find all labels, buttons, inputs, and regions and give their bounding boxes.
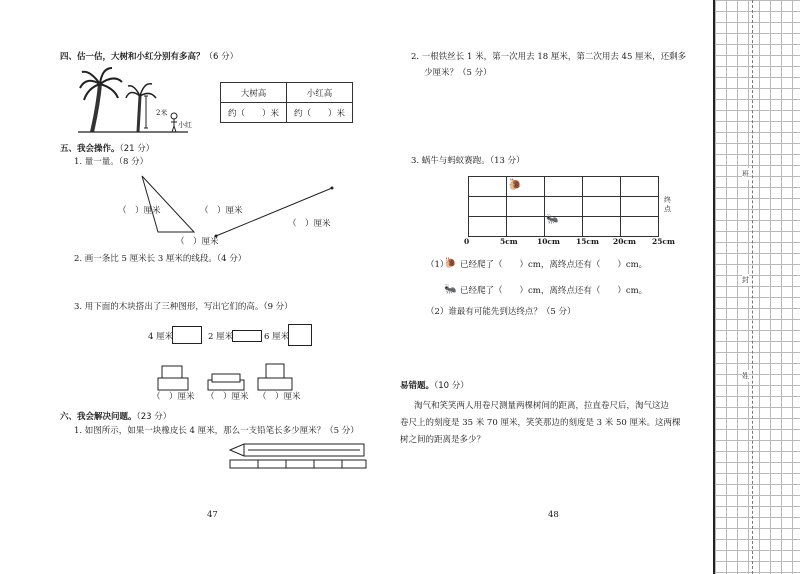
snail-icon: 🐌 bbox=[508, 178, 522, 191]
margin-label-name: 姓 bbox=[742, 372, 749, 380]
finish-label: 终 点 bbox=[664, 196, 671, 213]
header-xiaohong: 小红高 bbox=[287, 83, 353, 103]
q3-blocks: 3. 用下面的木块搭出了三种图形，写出它们的高。（9 分） bbox=[74, 302, 293, 312]
block-label-4cm: 4 厘米 bbox=[148, 332, 174, 342]
binding-grid-margin bbox=[713, 0, 800, 574]
q2-wire-line2: 少厘米？（5 分） bbox=[424, 68, 492, 78]
race-grid bbox=[468, 176, 659, 237]
axis-10: 10cm bbox=[537, 237, 560, 246]
blank-tri-right[interactable]: （ ）厘米 bbox=[200, 206, 243, 216]
block-label-2cm: 2 厘米 bbox=[208, 332, 234, 342]
answer-xiaohong[interactable]: 约（ ）米 bbox=[287, 103, 353, 123]
ant-small-icon: 🐜 bbox=[444, 284, 457, 295]
sub2-question: （2）谁最有可能先到达终点？（5 分） bbox=[426, 307, 576, 317]
sub1-ant-text[interactable]: 已经爬了（ ）cm，离终点还有（ ）cm。 bbox=[460, 286, 648, 296]
page-number-47: 47 bbox=[207, 510, 218, 520]
axis-5: 5cm bbox=[500, 237, 518, 246]
section4-heading: 四、估一估，大树和小红分别有多高？（6 分） bbox=[60, 52, 239, 62]
page-number-48: 48 bbox=[548, 510, 559, 520]
section5-heading: 五、我会操作。（21 分） bbox=[60, 144, 155, 154]
q1-measure: 1. 量一量。（8 分） bbox=[74, 157, 149, 167]
axis-20: 20cm bbox=[613, 237, 636, 246]
q3-race-title: 3. 蜗牛与蚂蚁赛跑。（13 分） bbox=[411, 156, 525, 166]
q-pencil: 1. 如图所示，如果一块橡皮长 4 厘米，那么一支铅笔长多少厘米？（5 分） bbox=[74, 426, 359, 436]
cut-line bbox=[752, 0, 753, 574]
blank-tri-left[interactable]: （ ）厘米 bbox=[118, 206, 161, 216]
block-4cm bbox=[172, 326, 202, 344]
pencil-eraser-figure bbox=[228, 440, 370, 470]
sub1-snail-text[interactable]: 已经爬了（ ）cm，离终点还有（ ）cm。 bbox=[460, 260, 648, 270]
axis-25: 25cm bbox=[652, 237, 675, 246]
section6-heading: 六、我会解决问题。（23 分） bbox=[60, 412, 172, 422]
snail-small-icon: 🐌 bbox=[444, 258, 457, 269]
xiaohong-label: 小红 bbox=[178, 121, 192, 129]
q2-wire-line1: 2. 一根铁丝长 1 米，第一次用去 18 厘米，第二次用去 45 厘米，还剩多 bbox=[411, 52, 687, 62]
axis-0: 0 bbox=[464, 237, 470, 246]
block-6cm bbox=[288, 324, 312, 346]
answer-tree[interactable]: 约（ ）米 bbox=[221, 103, 287, 123]
answer-stack-3[interactable]: （ ）厘米 bbox=[258, 392, 301, 402]
ant-icon: 🐜 bbox=[546, 214, 559, 225]
block-2cm bbox=[232, 330, 262, 342]
tree-height-mark: 2米 bbox=[156, 109, 168, 117]
blank-tri-bottom[interactable]: （ ）厘米 bbox=[176, 237, 219, 247]
blank-segment[interactable]: （ ）厘米 bbox=[288, 219, 331, 229]
answer-stack-2[interactable]: （ ）厘米 bbox=[206, 392, 249, 402]
axis-15: 15cm bbox=[576, 237, 599, 246]
margin-label-seal: 封 bbox=[742, 276, 749, 284]
answer-stack-1[interactable]: （ ）厘米 bbox=[152, 392, 195, 402]
error-prone-text: 淘气和笑笑两人用卷尺测量两棵树间的距离，拉直卷尺后，淘气这边 卷尺上的刻度是 35 米 70 厘米，笑笑那边的刻度是 3 米 50 厘米。这两棵 树之间的距离是多少？ bbox=[400, 401, 681, 445]
error-prone-heading: 易错题。（10 分） bbox=[400, 381, 469, 391]
sub1-label: （1） bbox=[426, 260, 449, 270]
block-label-6cm: 6 厘米 bbox=[264, 332, 290, 342]
header-tree: 大树高 bbox=[221, 83, 287, 103]
q2-draw: 2. 画一条比 5 厘米长 3 厘米的线段。（4 分） bbox=[74, 254, 247, 264]
margin-label-class: 班 bbox=[742, 170, 749, 178]
stacked-blocks bbox=[150, 360, 340, 392]
estimate-table bbox=[220, 82, 353, 123]
